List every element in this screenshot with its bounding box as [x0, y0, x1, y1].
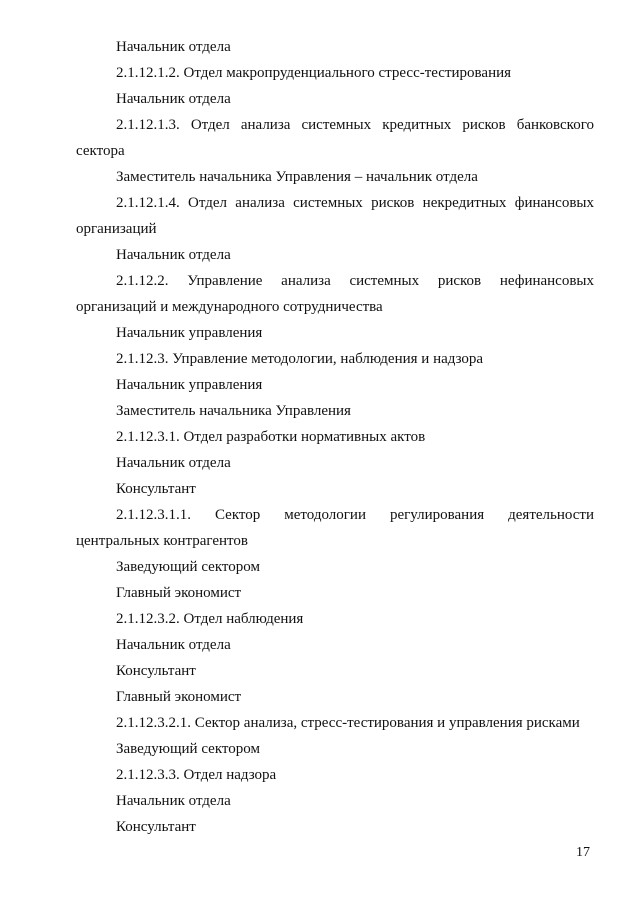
section-heading: 2.1.12.3.2. Отдел наблюдения — [116, 611, 304, 627]
section-heading: 2.1.12.1.2. Отдел макропруденциального стресс-тестирования — [116, 65, 512, 81]
position-title: Главный экономист — [116, 689, 242, 705]
section-heading-continuation: организаций — [76, 221, 157, 237]
position-title: Заведующий сектором — [116, 559, 260, 575]
position-title: Начальник отдела — [116, 91, 231, 107]
section-heading: 2.1.12.1.4. Отдел анализа системных рисков некредитных финансовых — [116, 195, 594, 211]
section-heading: 2.1.12.3.1.1. Сектор методологии регулирования деятельности — [116, 507, 594, 523]
section-heading-continuation: сектора — [76, 143, 125, 159]
section-heading-continuation: центральных контрагентов — [76, 533, 248, 549]
position-title: Начальник отдела — [116, 793, 231, 809]
section-heading: 2.1.12.3. Управление методологии, наблюдения и надзора — [116, 351, 484, 367]
position-title: Консультант — [116, 481, 196, 497]
position-title: Консультант — [116, 819, 196, 835]
page-number: 17 — [576, 845, 590, 860]
position-title: Заместитель начальника Управления — [116, 403, 351, 419]
position-title: Начальник отдела — [116, 39, 231, 55]
section-heading: 2.1.12.3.2.1. Сектор анализа, стресс-тестирования и управления рисками — [116, 715, 580, 731]
section-heading: 2.1.12.2. Управление анализа системных рисков нефинансовых — [116, 273, 594, 289]
section-heading-continuation: организаций и международного сотрудничества — [76, 299, 383, 315]
position-title: Начальник отдела — [116, 637, 231, 653]
section-heading: 2.1.12.3.1. Отдел разработки нормативных актов — [116, 429, 426, 445]
section-heading: 2.1.12.3.3. Отдел надзора — [116, 767, 277, 783]
position-title: Заведующий сектором — [116, 741, 260, 757]
position-title: Главный экономист — [116, 585, 242, 601]
position-title: Начальник управления — [116, 377, 263, 393]
position-title: Начальник отдела — [116, 247, 231, 263]
position-title: Консультант — [116, 663, 196, 679]
position-title: Начальник отдела — [116, 455, 231, 471]
section-heading: 2.1.12.1.3. Отдел анализа системных кредитных рисков банковского — [116, 117, 594, 133]
position-title: Заместитель начальника Управления – начальник отдела — [116, 169, 478, 185]
position-title: Начальник управления — [116, 325, 263, 341]
